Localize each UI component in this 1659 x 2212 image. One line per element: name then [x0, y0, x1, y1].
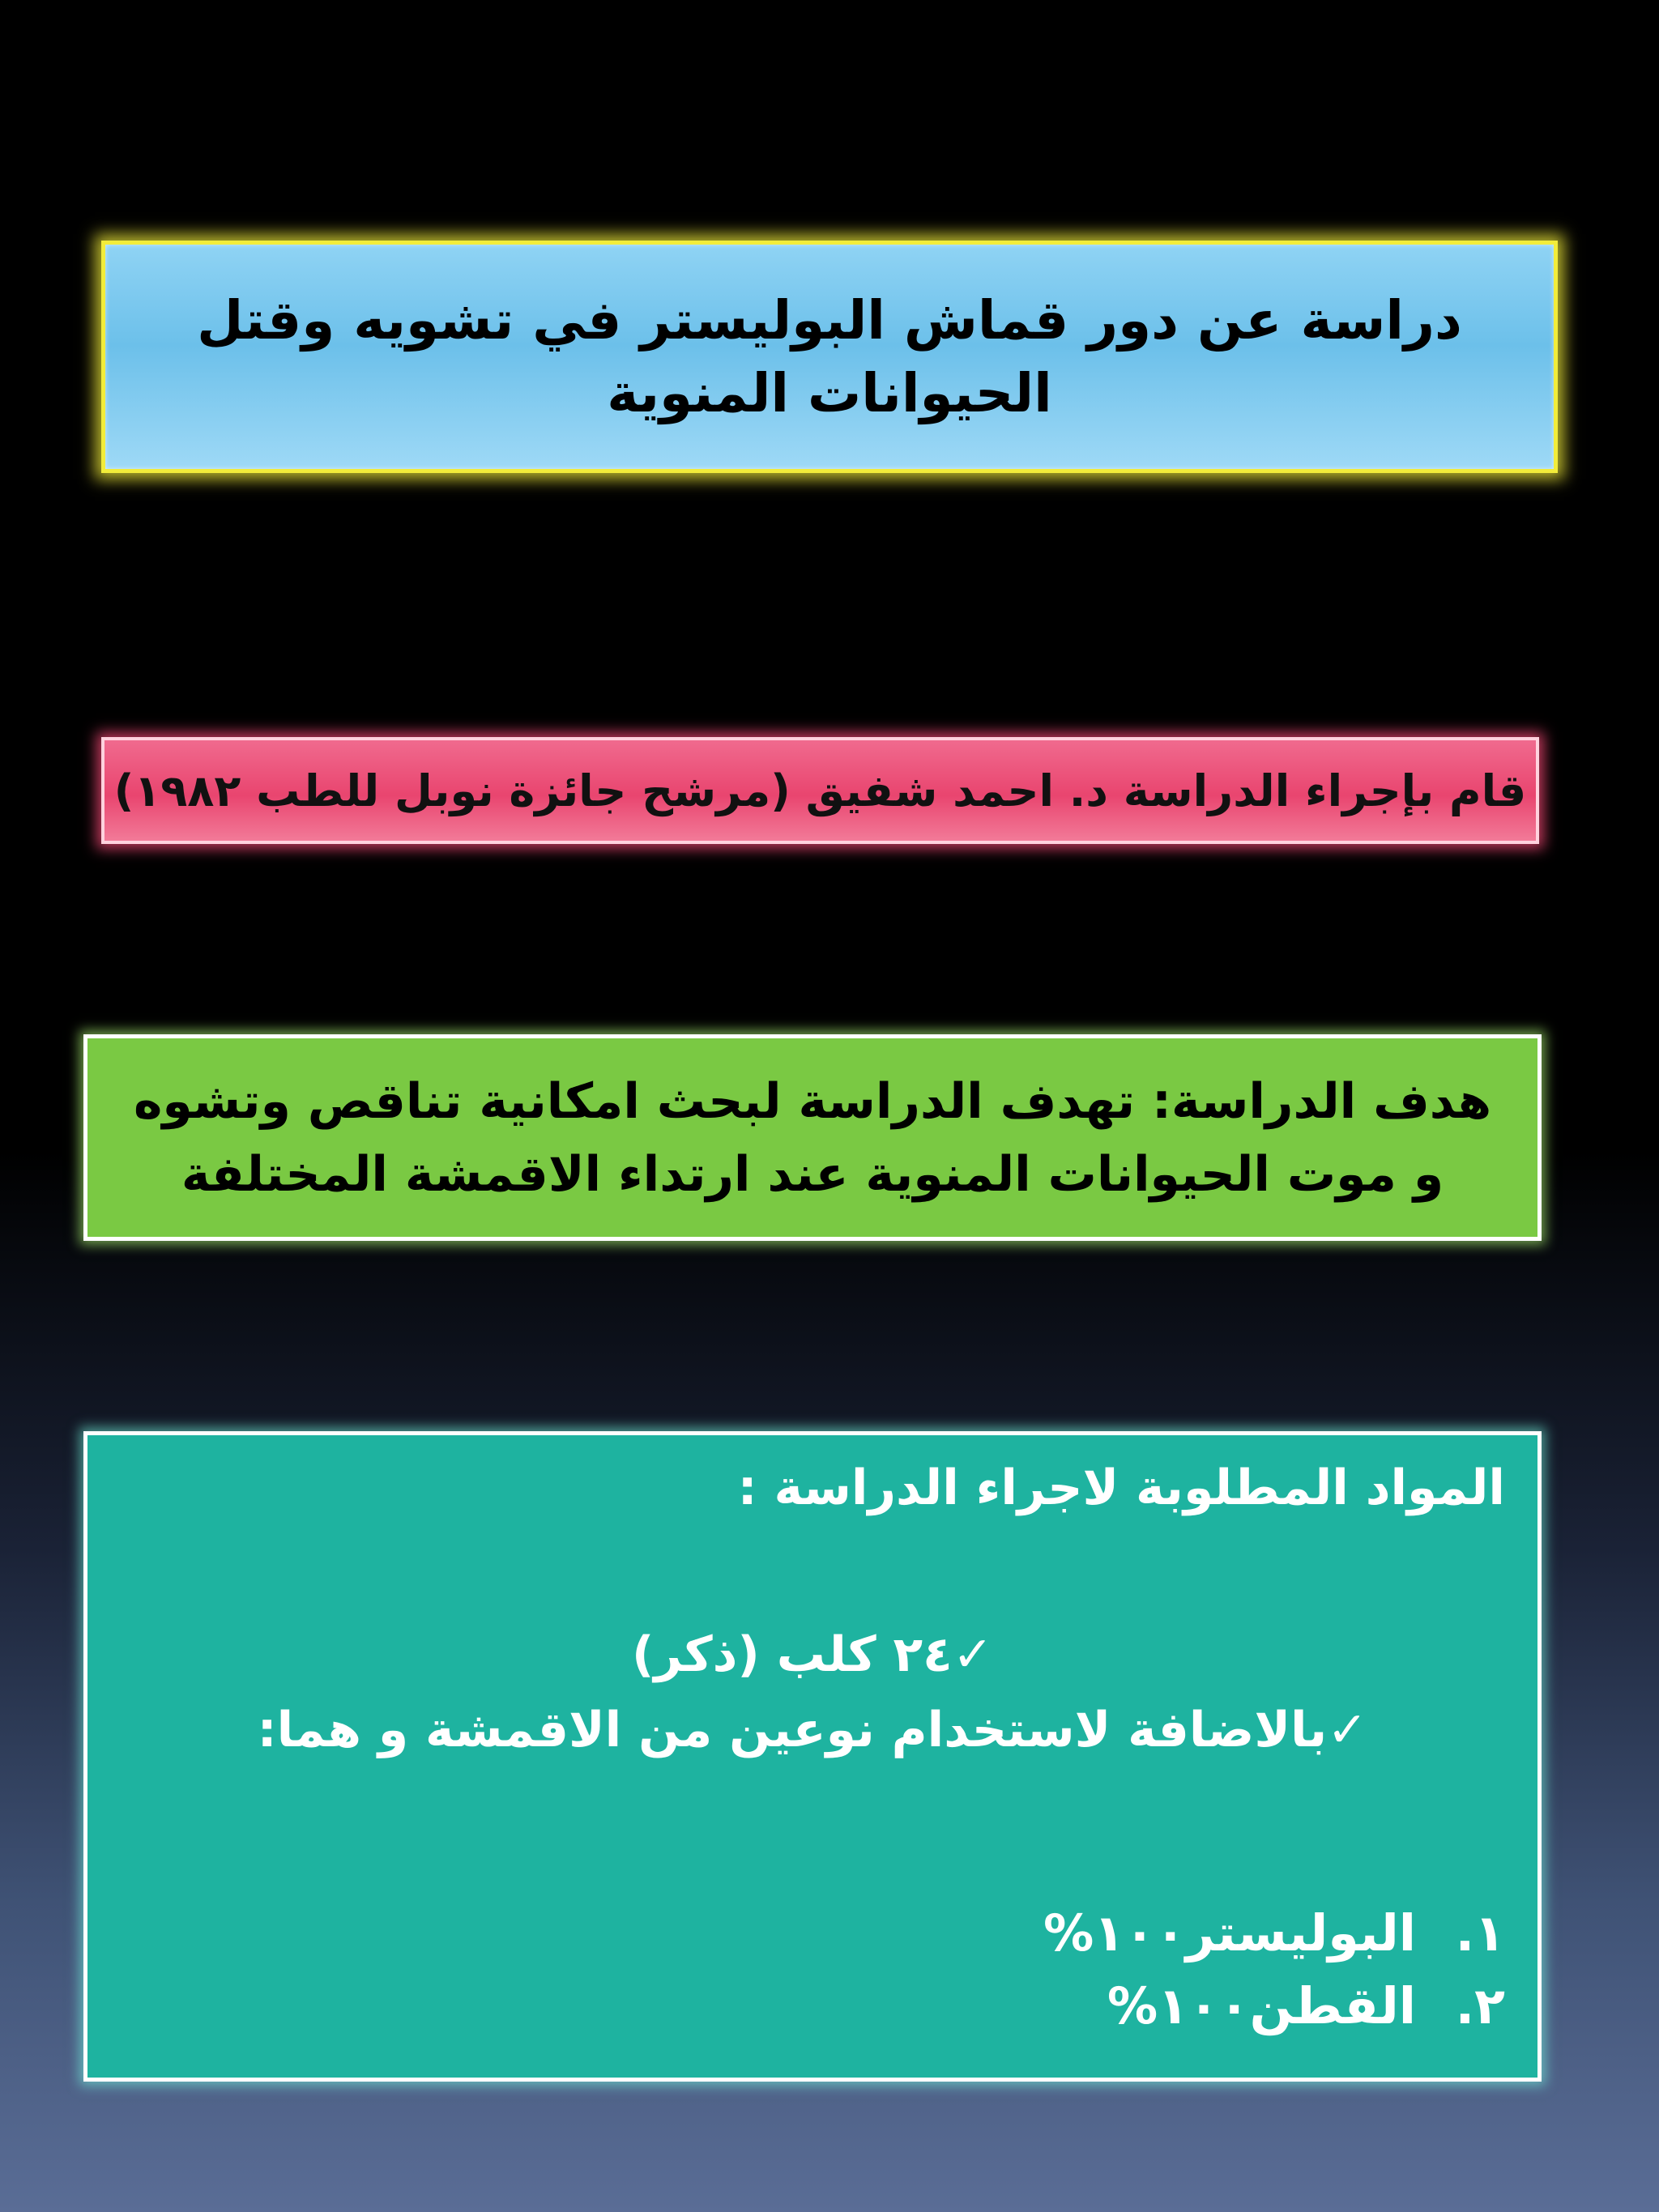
goal-box	[83, 1034, 1542, 1241]
list-item	[1043, 1897, 1505, 1970]
title-line-1: دراسة عن دور قماش البوليستر في تشويه وقتل	[197, 289, 1462, 352]
materials-heading: المواد المطلوبة لاجراء الدراسة :	[737, 1460, 1505, 1516]
list-number: ١.	[1455, 1903, 1505, 1963]
goal-text	[134, 1065, 1491, 1211]
goal-line-1: هدف الدراسة: تهدف الدراسة لبحث امكانية تناقص وتشوه	[133, 1072, 1492, 1130]
author-text: قام بإجراء الدراسة د. احمد شفيق (مرشح جائزة نوبل للطب ١٩٨٢)	[113, 765, 1527, 816]
check-item-fabrics: ✓بالاضافة لاستخدام نوعين من الاقمشة و هما:	[257, 1702, 1368, 1758]
list-number: ٢.	[1455, 1975, 1505, 2035]
fabric-list	[1043, 1897, 1505, 2043]
page-title	[197, 284, 1462, 428]
goal-line-2: و موت الحيوانات المنوية عند ارتداء الاقمشة المختلفة	[181, 1145, 1444, 1203]
materials-box	[83, 1431, 1542, 2082]
fabric-polyester: البوليستر١٠٠%	[1043, 1903, 1416, 1963]
title-box	[101, 241, 1558, 473]
fabric-cotton: القطن١٠٠%	[1107, 1975, 1416, 2035]
check-list	[87, 1617, 1537, 1768]
author-box	[101, 737, 1539, 844]
check-item-dogs: ✓٢٤ كلب (ذكر)	[631, 1626, 994, 1683]
list-item	[1043, 1970, 1505, 2043]
title-line-2: الحيوانات المنوية	[607, 361, 1052, 424]
